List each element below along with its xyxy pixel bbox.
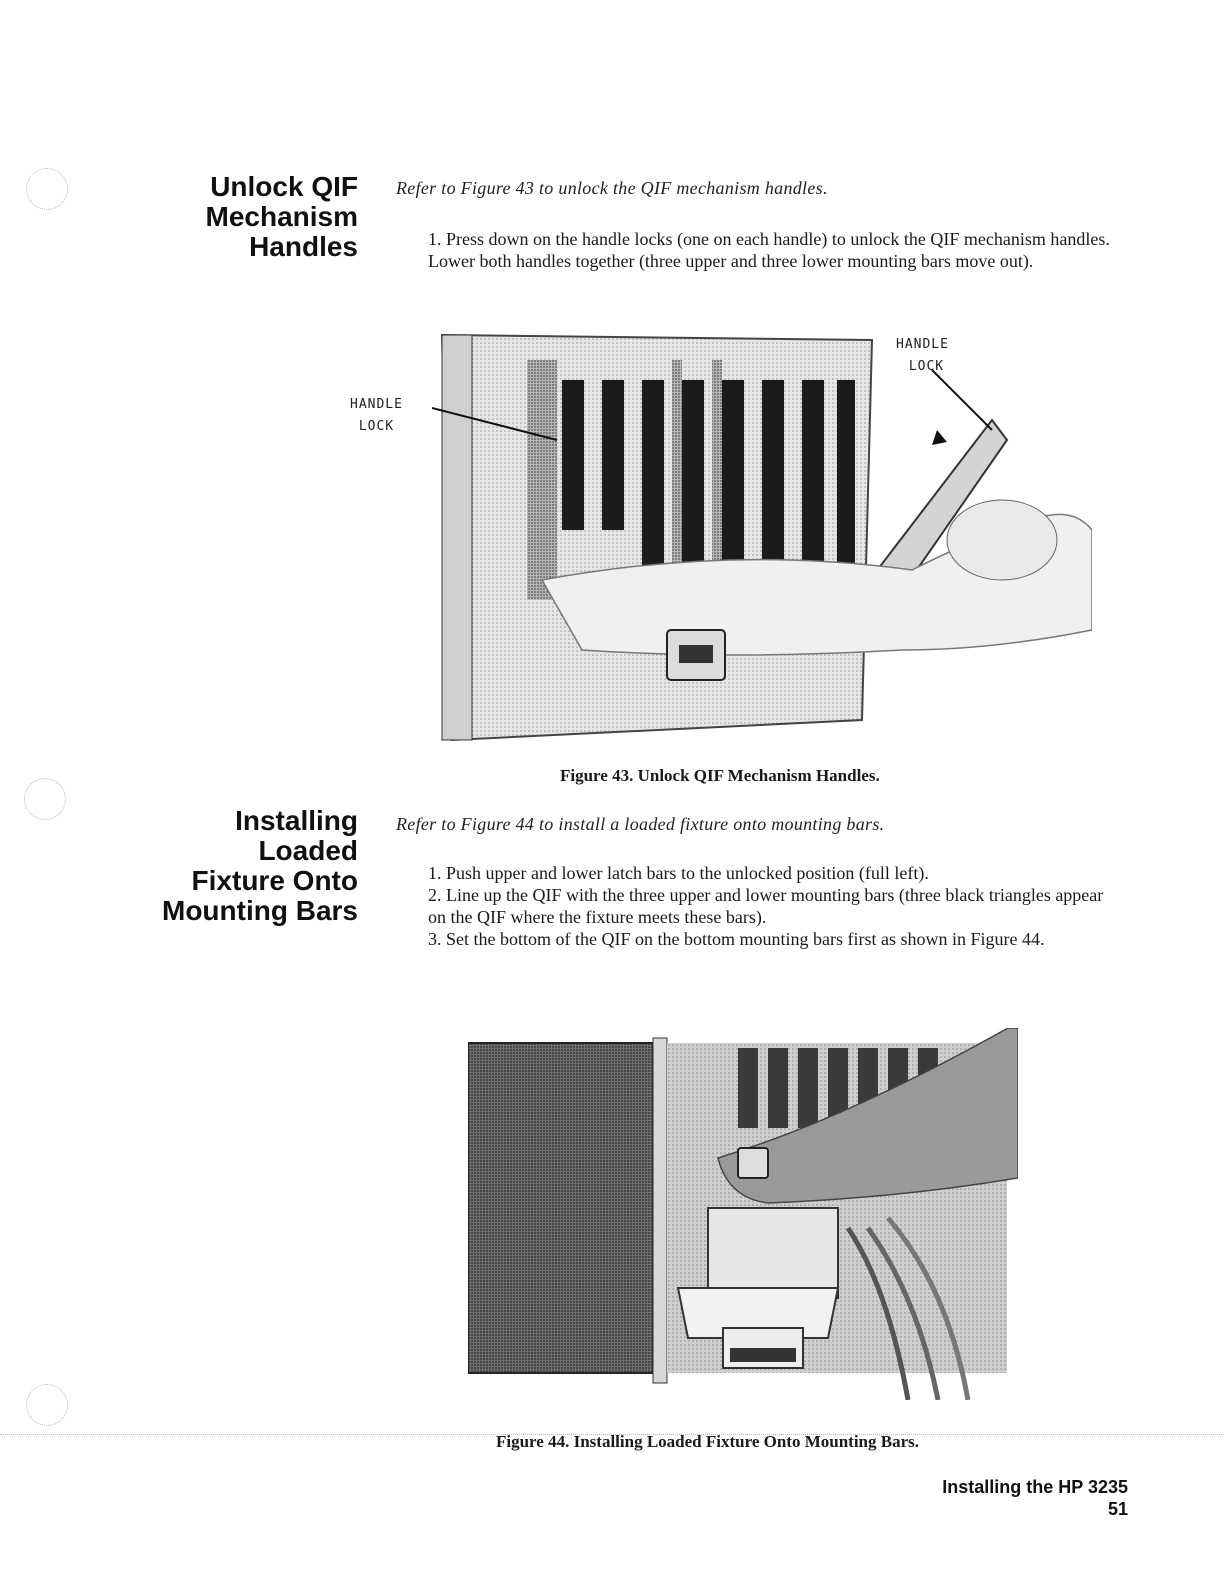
- binder-hole-bottom: [26, 1384, 68, 1426]
- label-line: HANDLE: [896, 337, 949, 352]
- heading-line: Installing: [235, 805, 358, 836]
- step-item: 3. Set the bottom of the QIF on the bottom mounting bars first as shown in Figure 44.: [428, 929, 1045, 949]
- section-heading-unlock-qif: [206, 172, 359, 262]
- figure-43-illustration: [432, 330, 1092, 746]
- page-footer: [942, 1476, 1128, 1520]
- heading-line: Loaded: [258, 835, 358, 866]
- heading-line: Mounting Bars: [162, 895, 358, 926]
- heading-line: Mechanism: [205, 201, 358, 232]
- heading-line: Unlock QIF: [210, 171, 358, 202]
- step-item: 2. Line up the QIF with the three upper and lower mounting bars (three black triangles appear on the QIF where the fixture meets these bars).: [428, 885, 1104, 927]
- label-line: LOCK: [908, 359, 945, 374]
- handle-lock-label-left: [350, 394, 403, 438]
- section-heading-installing-fixture: [162, 806, 358, 926]
- figure-43-photo: [432, 330, 1092, 746]
- step-list: [428, 862, 1118, 950]
- figure-44-photo: [468, 1028, 1018, 1400]
- label-line: HANDLE: [350, 397, 403, 412]
- page-number: 51: [1107, 1499, 1128, 1519]
- section-intro: Refer to Figure 44 to install a loaded fixture onto mounting bars.: [396, 814, 885, 834]
- label-line: LOCK: [358, 419, 395, 434]
- binder-hole-top: [26, 168, 68, 210]
- section-intro: Refer to Figure 43 to unlock the QIF mechanism handles.: [396, 178, 828, 198]
- step-item: 1. Push upper and lower latch bars to the unlocked position (full left).: [428, 863, 929, 883]
- step-list: [428, 228, 1118, 272]
- figure-43-caption: Figure 43. Unlock QIF Mechanism Handles.: [560, 766, 880, 785]
- figure-44-caption: Figure 44. Installing Loaded Fixture Onto Mounting Bars.: [496, 1432, 919, 1451]
- heading-line: Handles: [249, 231, 358, 262]
- step-item: 1. Press down on the handle locks (one on each handle) to unlock the QIF mechanism handles. Lower both handles together (three upper and three lower mounting bars move out).: [428, 229, 1110, 271]
- footer-title: Installing the HP 3235: [942, 1477, 1128, 1497]
- heading-line: Fixture Onto: [191, 865, 358, 896]
- binder-hole-middle: [24, 778, 66, 820]
- figure-44-illustration: [468, 1028, 1018, 1400]
- handle-lock-label-right: [896, 334, 949, 378]
